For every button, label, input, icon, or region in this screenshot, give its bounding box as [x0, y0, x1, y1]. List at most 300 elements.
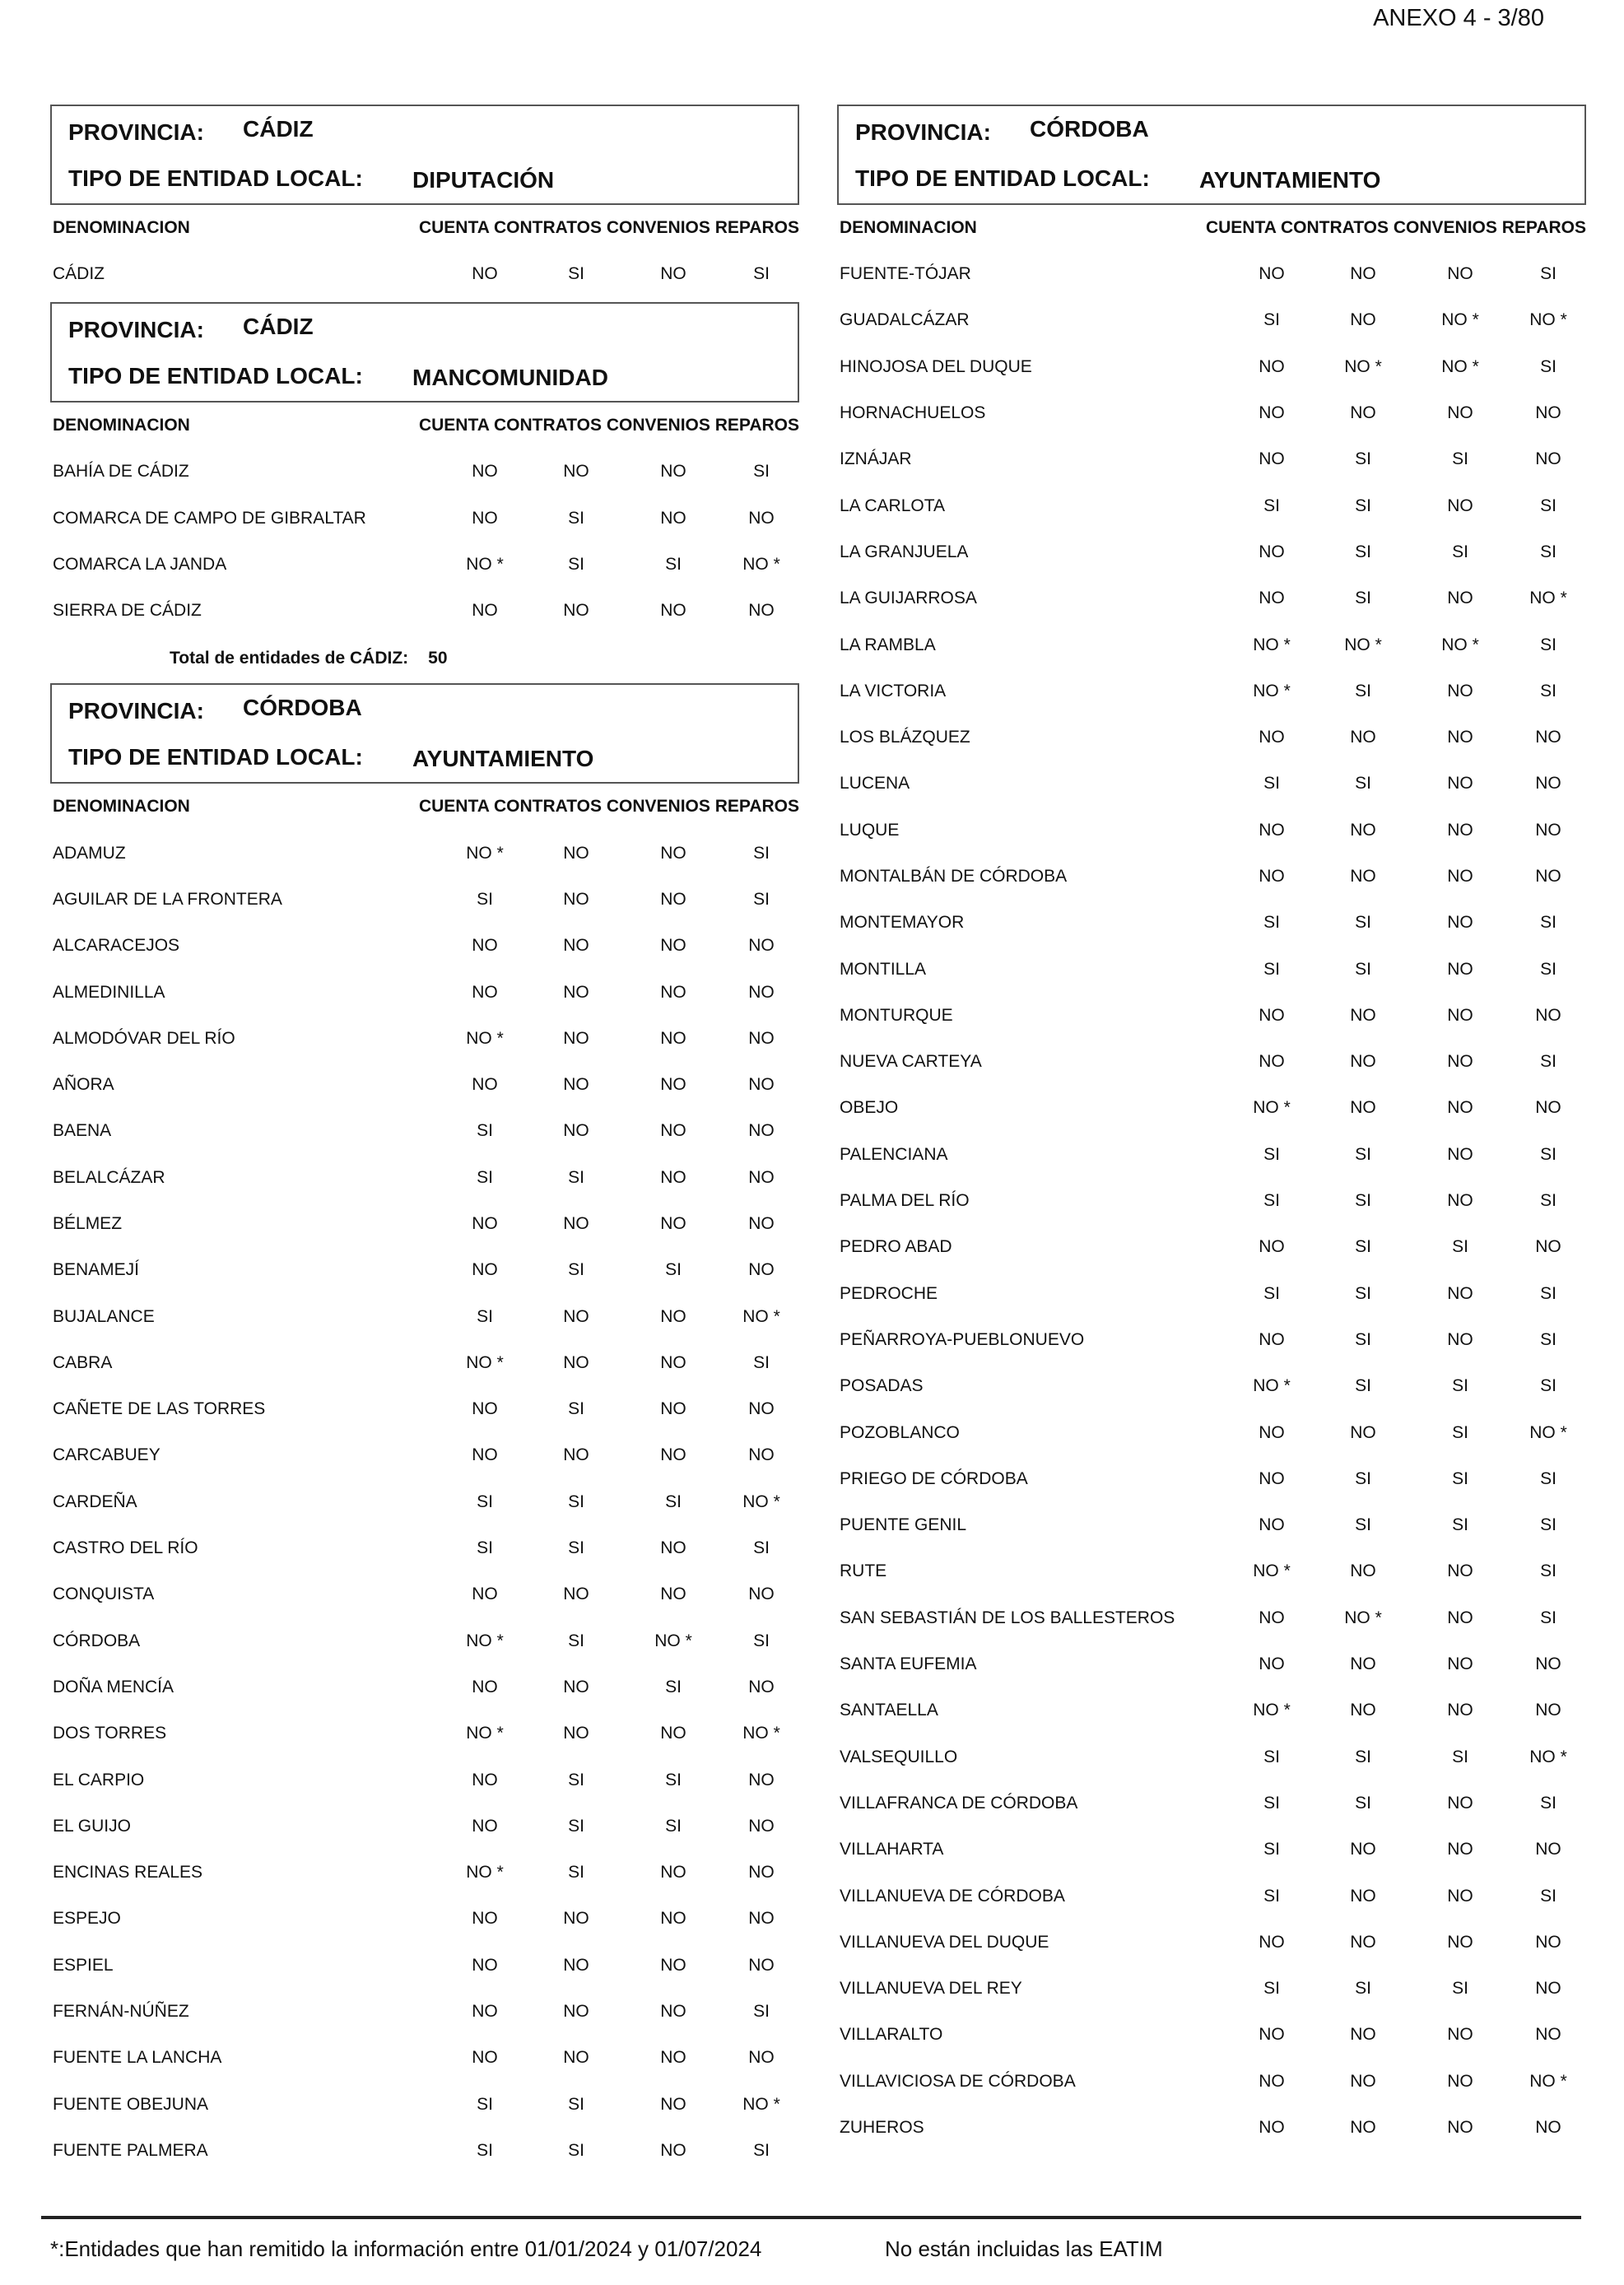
- table-row: [50, 1247, 799, 1293]
- table-row: [50, 1155, 799, 1201]
- entity-name: MONTILLA: [840, 959, 927, 979]
- reparos-value: NO: [1535, 449, 1561, 469]
- convenios-value: SI: [1452, 1422, 1468, 1442]
- reparos-value: NO: [748, 1260, 775, 1280]
- cuenta-value: NO: [472, 936, 498, 956]
- reparos-value: NO *: [742, 1306, 780, 1326]
- contratos-value: NO: [563, 2048, 589, 2068]
- contratos-value: SI: [568, 1399, 584, 1419]
- reparos-value: NO: [748, 1445, 775, 1465]
- convenios-value: SI: [1452, 1515, 1468, 1535]
- entity-name: ESPEJO: [53, 1909, 121, 1929]
- entity-name: CAÑETE DE LAS TORRES: [53, 1399, 266, 1419]
- convenios-value: NO: [1447, 2025, 1473, 2045]
- reparos-value: SI: [753, 264, 770, 284]
- entity-name: MONTEMAYOR: [840, 913, 965, 933]
- convenios-value: NO: [660, 889, 686, 909]
- entity-name: ENCINAS REALES: [53, 1863, 203, 1882]
- convenios-value: NO: [660, 1399, 686, 1419]
- entity-name: DOS TORRES: [53, 1724, 167, 1743]
- tipo-value: DIPUTACIÓN: [412, 167, 555, 193]
- table-row: [837, 529, 1586, 575]
- cuenta-value: NO: [1259, 449, 1285, 469]
- tipo-value: MANCOMUNIDAD: [412, 365, 608, 391]
- convenios-value: NO *: [1441, 356, 1479, 376]
- table-row: [837, 1271, 1586, 1317]
- table-row: [50, 2035, 799, 2081]
- cuenta-value: NO: [1259, 1654, 1285, 1674]
- contratos-value: SI: [1355, 1191, 1371, 1211]
- cuenta-value: NO *: [1253, 1376, 1291, 1396]
- table-row: [837, 900, 1586, 946]
- convenios-value: NO: [1447, 728, 1473, 747]
- table-row: [837, 1873, 1586, 1919]
- contratos-value: SI: [568, 1863, 584, 1882]
- table-row: [50, 1108, 799, 1154]
- contratos-value: SI: [1355, 1468, 1371, 1488]
- cuenta-value: NO *: [1253, 1701, 1291, 1720]
- reparos-value: SI: [1540, 1793, 1557, 1813]
- contratos-value: NO: [563, 1214, 589, 1233]
- contratos-value: NO: [1350, 1840, 1376, 1859]
- cuenta-value: NO: [472, 1214, 498, 1233]
- contratos-value: SI: [1355, 681, 1371, 700]
- convenios-value: NO: [660, 601, 686, 621]
- convenios-value: NO: [660, 1863, 686, 1882]
- entity-name: PEÑARROYA-PUEBLONUEVO: [840, 1329, 1085, 1349]
- contratos-value: SI: [568, 555, 584, 575]
- convenios-value: NO *: [654, 1631, 692, 1650]
- contratos-value: NO: [563, 462, 589, 482]
- tipo-label: TIPO DE ENTIDAD LOCAL:: [68, 363, 363, 389]
- cuenta-value: NO *: [466, 1028, 504, 1048]
- cuenta-value: NO *: [466, 1863, 504, 1882]
- contratos-value: NO: [563, 1028, 589, 1048]
- cuenta-value: SI: [477, 889, 493, 909]
- convenios-value: NO: [1447, 1932, 1473, 1952]
- table-row: [50, 1618, 799, 1664]
- cuenta-value: SI: [1263, 774, 1280, 793]
- entity-name: CÁDIZ: [53, 264, 105, 284]
- entity-name: GUADALCÁZAR: [840, 310, 970, 330]
- entity-name: CARDEÑA: [53, 1492, 137, 1511]
- convenios-value: NO: [660, 1909, 686, 1929]
- table-row: [50, 1710, 799, 1757]
- entity-name: CONQUISTA: [53, 1585, 155, 1604]
- contratos-value: NO: [563, 1121, 589, 1141]
- table-row: [837, 1780, 1586, 1827]
- reparos-value: SI: [1540, 1515, 1557, 1535]
- convenios-value: NO: [660, 2140, 686, 2160]
- contratos-value: SI: [1355, 1747, 1371, 1766]
- contratos-value: SI: [1355, 496, 1371, 515]
- entity-name: LA GUIJARROSA: [840, 589, 977, 608]
- reparos-value: SI: [1540, 542, 1557, 561]
- table-row: [837, 1734, 1586, 1780]
- reparos-value: NO: [748, 1585, 775, 1604]
- table-row: [837, 390, 1586, 436]
- table-row: [50, 2082, 799, 2128]
- table-row: [837, 1039, 1586, 1085]
- provincia-value: CÓRDOBA: [243, 695, 362, 721]
- entity-name: ADAMUZ: [53, 843, 126, 863]
- convenios-value: NO: [660, 1075, 686, 1095]
- tipo-value: AYUNTAMIENTO: [412, 746, 594, 772]
- reparos-value: NO: [1535, 2025, 1561, 2045]
- contratos-value: NO: [1350, 1701, 1376, 1720]
- convenios-value: NO: [1447, 1701, 1473, 1720]
- entity-name: SANTA EUFEMIA: [840, 1654, 977, 1674]
- cuenta-value: NO: [1259, 1237, 1285, 1257]
- table-row: [837, 297, 1586, 343]
- table-row: [50, 1571, 799, 1617]
- reparos-value: NO: [748, 1770, 775, 1789]
- contratos-value: SI: [568, 1538, 584, 1558]
- cuenta-value: NO: [1259, 1468, 1285, 1488]
- entity-name: FUENTE LA LANCHA: [53, 2048, 222, 2068]
- cuenta-value: NO *: [466, 1352, 504, 1372]
- entity-name: FERNÁN-NÚÑEZ: [53, 2002, 189, 2022]
- reparos-value: NO *: [1529, 1422, 1567, 1442]
- denominacion-header: DENOMINACION: [53, 218, 190, 237]
- left-column: [50, 105, 799, 2174]
- table-row: [837, 1548, 1586, 1594]
- cuenta-value: SI: [1263, 959, 1280, 979]
- cuenta-value: NO: [472, 1816, 498, 1836]
- table-row: [837, 1456, 1586, 1502]
- reparos-value: NO: [748, 1955, 775, 1975]
- table-row: [50, 830, 799, 876]
- cuenta-value: NO: [1259, 2118, 1285, 2138]
- cuenta-value: NO: [1259, 1515, 1285, 1535]
- entity-name: SANTAELLA: [840, 1701, 938, 1720]
- entity-name: SIERRA DE CÁDIZ: [53, 601, 202, 621]
- entity-name: PEDROCHE: [840, 1283, 938, 1303]
- provincia-label: PROVINCIA:: [68, 698, 204, 724]
- reparos-value: NO: [1535, 1005, 1561, 1025]
- entity-name: LUQUE: [840, 820, 900, 840]
- entity-name: PALENCIANA: [840, 1144, 948, 1164]
- cuenta-value: NO: [472, 2048, 498, 2068]
- columns-header: CUENTA CONTRATOS CONVENIOS REPAROS: [1205, 218, 1586, 237]
- cuenta-value: NO: [472, 508, 498, 528]
- reparos-value: SI: [753, 462, 770, 482]
- convenios-value: NO: [660, 1724, 686, 1743]
- contratos-value: SI: [568, 1816, 584, 1836]
- entity-list: [50, 449, 799, 634]
- entity-name: MONTURQUE: [840, 1005, 953, 1025]
- table-row: [837, 714, 1586, 761]
- table-row: [50, 496, 799, 542]
- convenios-value: NO: [660, 1445, 686, 1465]
- contratos-value: NO: [563, 1955, 589, 1975]
- cuenta-value: NO: [1259, 356, 1285, 376]
- entity-name: VILLANUEVA DEL DUQUE: [840, 1932, 1049, 1952]
- table-row: [837, 621, 1586, 668]
- entity-name: ALMEDINILLA: [53, 982, 165, 1002]
- convenios-value: NO: [660, 2094, 686, 2114]
- reparos-value: NO *: [742, 555, 780, 575]
- province-box: [50, 683, 799, 784]
- table-row: [50, 1525, 799, 1571]
- reparos-value: NO *: [1529, 1747, 1567, 1766]
- table-row: [50, 251, 799, 297]
- cuenta-value: NO *: [466, 843, 504, 863]
- contratos-value: NO: [563, 1724, 589, 1743]
- table-row: [50, 1432, 799, 1478]
- reparos-value: NO: [1535, 1098, 1561, 1118]
- entity-name: ALCARACEJOS: [53, 936, 180, 956]
- cuenta-value: NO: [472, 462, 498, 482]
- convenios-value: SI: [665, 1770, 682, 1789]
- entity-name: PUENTE GENIL: [840, 1515, 967, 1535]
- convenios-value: SI: [665, 1260, 682, 1280]
- cuenta-value: NO: [1259, 403, 1285, 423]
- table-row: [837, 1409, 1586, 1455]
- entity-name: VALSEQUILLO: [840, 1747, 958, 1766]
- contratos-value: NO: [1350, 1886, 1376, 1906]
- entity-name: CASTRO DEL RÍO: [53, 1538, 198, 1558]
- contratos-value: NO: [1350, 867, 1376, 886]
- cuenta-value: NO: [472, 1445, 498, 1465]
- convenios-value: SI: [1452, 1468, 1468, 1488]
- entity-name: ALMODÓVAR DEL RÍO: [53, 1028, 235, 1048]
- contratos-value: SI: [1355, 959, 1371, 979]
- convenios-value: NO: [1447, 496, 1473, 515]
- convenios-value: NO: [1447, 1283, 1473, 1303]
- cuenta-value: NO *: [1253, 635, 1291, 654]
- right-column: [837, 105, 1586, 2151]
- cuenta-value: NO *: [1253, 681, 1291, 700]
- convenios-value: NO: [1447, 1886, 1473, 1906]
- convenios-value: NO: [1447, 913, 1473, 933]
- tipo-value: AYUNTAMIENTO: [1199, 167, 1381, 193]
- reparos-value: SI: [1540, 681, 1557, 700]
- reparos-value: NO: [1535, 1932, 1561, 1952]
- convenios-value: NO: [1447, 264, 1473, 284]
- reparos-value: SI: [1540, 1052, 1557, 1072]
- cuenta-value: NO: [1259, 867, 1285, 886]
- contratos-value: SI: [568, 1167, 584, 1187]
- cuenta-value: NO: [472, 2002, 498, 2022]
- provincia-label: PROVINCIA:: [68, 119, 204, 145]
- provincia-value: CÓRDOBA: [1030, 116, 1149, 142]
- contratos-value: NO: [1350, 310, 1376, 330]
- contratos-value: NO: [563, 1352, 589, 1372]
- convenios-value: NO: [660, 1214, 686, 1233]
- tipo-label: TIPO DE ENTIDAD LOCAL:: [855, 165, 1150, 191]
- entity-name: LA GRANJUELA: [840, 542, 969, 561]
- cuenta-value: NO: [472, 1770, 498, 1789]
- convenios-value: NO: [1447, 820, 1473, 840]
- table-row: [50, 1664, 799, 1710]
- convenios-value: SI: [1452, 449, 1468, 469]
- table-row: [837, 668, 1586, 714]
- contratos-value: NO: [1350, 1561, 1376, 1581]
- reparos-value: NO: [748, 1816, 775, 1836]
- cuenta-value: NO: [1259, 2025, 1285, 2045]
- reparos-value: NO *: [742, 1492, 780, 1511]
- cuenta-value: NO: [1259, 820, 1285, 840]
- contratos-value: NO: [1350, 2118, 1376, 2138]
- table-row: [837, 1317, 1586, 1363]
- convenios-value: NO: [660, 1306, 686, 1326]
- cuenta-value: SI: [1263, 1747, 1280, 1766]
- convenios-value: SI: [1452, 1376, 1468, 1396]
- cuenta-value: NO: [472, 982, 498, 1002]
- convenios-value: SI: [665, 1677, 682, 1696]
- table-row: [837, 1502, 1586, 1548]
- table-row: [50, 588, 799, 634]
- convenios-value: SI: [1452, 1747, 1468, 1766]
- table-row: [837, 1363, 1586, 1409]
- reparos-value: NO *: [742, 1724, 780, 1743]
- contratos-value: NO *: [1344, 356, 1382, 376]
- convenios-value: NO: [1447, 1098, 1473, 1118]
- entity-name: IZNÁJAR: [840, 449, 912, 469]
- convenios-value: NO: [660, 2002, 686, 2022]
- contratos-value: SI: [568, 264, 584, 284]
- entity-name: VILLANUEVA DE CÓRDOBA: [840, 1886, 1065, 1906]
- table-row: [837, 2012, 1586, 2058]
- entity-name: OBEJO: [840, 1098, 899, 1118]
- convenios-value: NO: [1447, 681, 1473, 700]
- convenios-value: NO: [660, 843, 686, 863]
- convenios-value: NO: [1447, 959, 1473, 979]
- footer-note: *:Entidades que han remitido la información entre 01/01/2024 y 01/07/2024: [50, 2236, 762, 2261]
- reparos-value: SI: [753, 1352, 770, 1372]
- table-row: [50, 1989, 799, 2035]
- reparos-value: NO: [1535, 728, 1561, 747]
- convenios-value: NO: [660, 1955, 686, 1975]
- reparos-value: NO *: [1529, 589, 1567, 608]
- convenios-value: NO: [1447, 1005, 1473, 1025]
- province-total: [50, 634, 799, 683]
- entity-name: VILLAFRANCA DE CÓRDOBA: [840, 1793, 1078, 1813]
- convenios-value: NO: [1447, 867, 1473, 886]
- reparos-value: SI: [753, 843, 770, 863]
- entity-name: AÑORA: [53, 1075, 114, 1095]
- table-row: [50, 2128, 799, 2174]
- reparos-value: NO: [748, 1075, 775, 1095]
- contratos-value: SI: [1355, 542, 1371, 561]
- cuenta-value: NO: [1259, 1005, 1285, 1025]
- table-row: [50, 1943, 799, 1989]
- convenios-value: SI: [665, 555, 682, 575]
- reparos-value: SI: [1540, 913, 1557, 933]
- reparos-value: SI: [753, 2002, 770, 2022]
- reparos-value: SI: [1540, 635, 1557, 654]
- table-row: [50, 923, 799, 969]
- entity-name: AGUILAR DE LA FRONTERA: [53, 889, 282, 909]
- table-row: [50, 1201, 799, 1247]
- cuenta-value: SI: [1263, 1191, 1280, 1211]
- table-row: [50, 1016, 799, 1062]
- reparos-value: NO: [748, 982, 775, 1002]
- entity-name: ZUHEROS: [840, 2118, 924, 2138]
- contratos-value: NO: [563, 601, 589, 621]
- cuenta-value: SI: [1263, 1144, 1280, 1164]
- contratos-value: SI: [1355, 1329, 1371, 1349]
- contratos-value: NO: [563, 843, 589, 863]
- tipo-label: TIPO DE ENTIDAD LOCAL:: [68, 744, 363, 770]
- cuenta-value: NO *: [466, 1631, 504, 1650]
- convenios-value: NO: [1447, 2118, 1473, 2138]
- reparos-value: SI: [753, 1538, 770, 1558]
- cuenta-value: NO: [1259, 2071, 1285, 2091]
- cuenta-value: SI: [477, 2094, 493, 2114]
- contratos-value: SI: [1355, 913, 1371, 933]
- convenios-value: NO: [1447, 403, 1473, 423]
- table-row: [837, 1595, 1586, 1641]
- cuenta-value: SI: [1263, 913, 1280, 933]
- table-row: [837, 1132, 1586, 1178]
- province-box: [50, 302, 799, 403]
- reparos-value: SI: [1540, 1329, 1557, 1349]
- entity-name: LUCENA: [840, 774, 910, 793]
- cuenta-value: NO: [472, 264, 498, 284]
- entity-name: VILLAHARTA: [840, 1840, 944, 1859]
- cuenta-value: SI: [477, 1538, 493, 1558]
- convenios-value: NO: [660, 982, 686, 1002]
- cuenta-value: SI: [477, 1306, 493, 1326]
- reparos-value: SI: [1540, 1191, 1557, 1211]
- table-row: [837, 1687, 1586, 1734]
- entity-name: LA CARLOTA: [840, 496, 945, 515]
- convenios-value: NO: [1447, 1052, 1473, 1072]
- contratos-value: SI: [1355, 1793, 1371, 1813]
- convenios-value: NO: [660, 1167, 686, 1187]
- cuenta-value: NO: [1259, 1422, 1285, 1442]
- convenios-value: SI: [1452, 1237, 1468, 1257]
- reparos-value: NO: [1535, 403, 1561, 423]
- convenios-value: NO: [1447, 1608, 1473, 1627]
- entity-list: [837, 251, 1586, 2151]
- convenios-value: NO: [1447, 2071, 1473, 2091]
- entity-name: COMARCA LA JANDA: [53, 555, 227, 575]
- entity-name: BENAMEJÍ: [53, 1260, 140, 1280]
- entity-list: [50, 251, 799, 297]
- cuenta-value: NO: [1259, 1932, 1285, 1952]
- entity-name: COMARCA DE CAMPO DE GIBRALTAR: [53, 508, 366, 528]
- contratos-value: NO: [1350, 728, 1376, 747]
- table-row: [837, 807, 1586, 854]
- contratos-value: NO: [1350, 2071, 1376, 2091]
- entity-name: EL CARPIO: [53, 1770, 145, 1789]
- denominacion-header: DENOMINACION: [53, 416, 190, 435]
- contratos-value: SI: [1355, 1515, 1371, 1535]
- contratos-value: SI: [568, 1260, 584, 1280]
- entity-name: PALMA DEL RÍO: [840, 1191, 970, 1211]
- column-header: [50, 205, 799, 251]
- convenios-value: NO: [660, 1121, 686, 1141]
- contratos-value: SI: [568, 2094, 584, 2114]
- convenios-value: NO: [660, 1028, 686, 1048]
- cuenta-value: NO *: [466, 555, 504, 575]
- convenios-value: NO: [660, 1585, 686, 1604]
- cuenta-value: SI: [477, 2140, 493, 2160]
- reparos-value: NO: [748, 1121, 775, 1141]
- convenios-value: NO: [1447, 1329, 1473, 1349]
- reparos-value: NO: [1535, 867, 1561, 886]
- table-row: [50, 449, 799, 495]
- cuenta-value: SI: [1263, 310, 1280, 330]
- contratos-value: SI: [1355, 589, 1371, 608]
- entity-name: CÓRDOBA: [53, 1631, 141, 1650]
- convenios-value: NO: [1447, 1561, 1473, 1581]
- cuenta-value: NO: [472, 1955, 498, 1975]
- contratos-value: NO *: [1344, 1608, 1382, 1627]
